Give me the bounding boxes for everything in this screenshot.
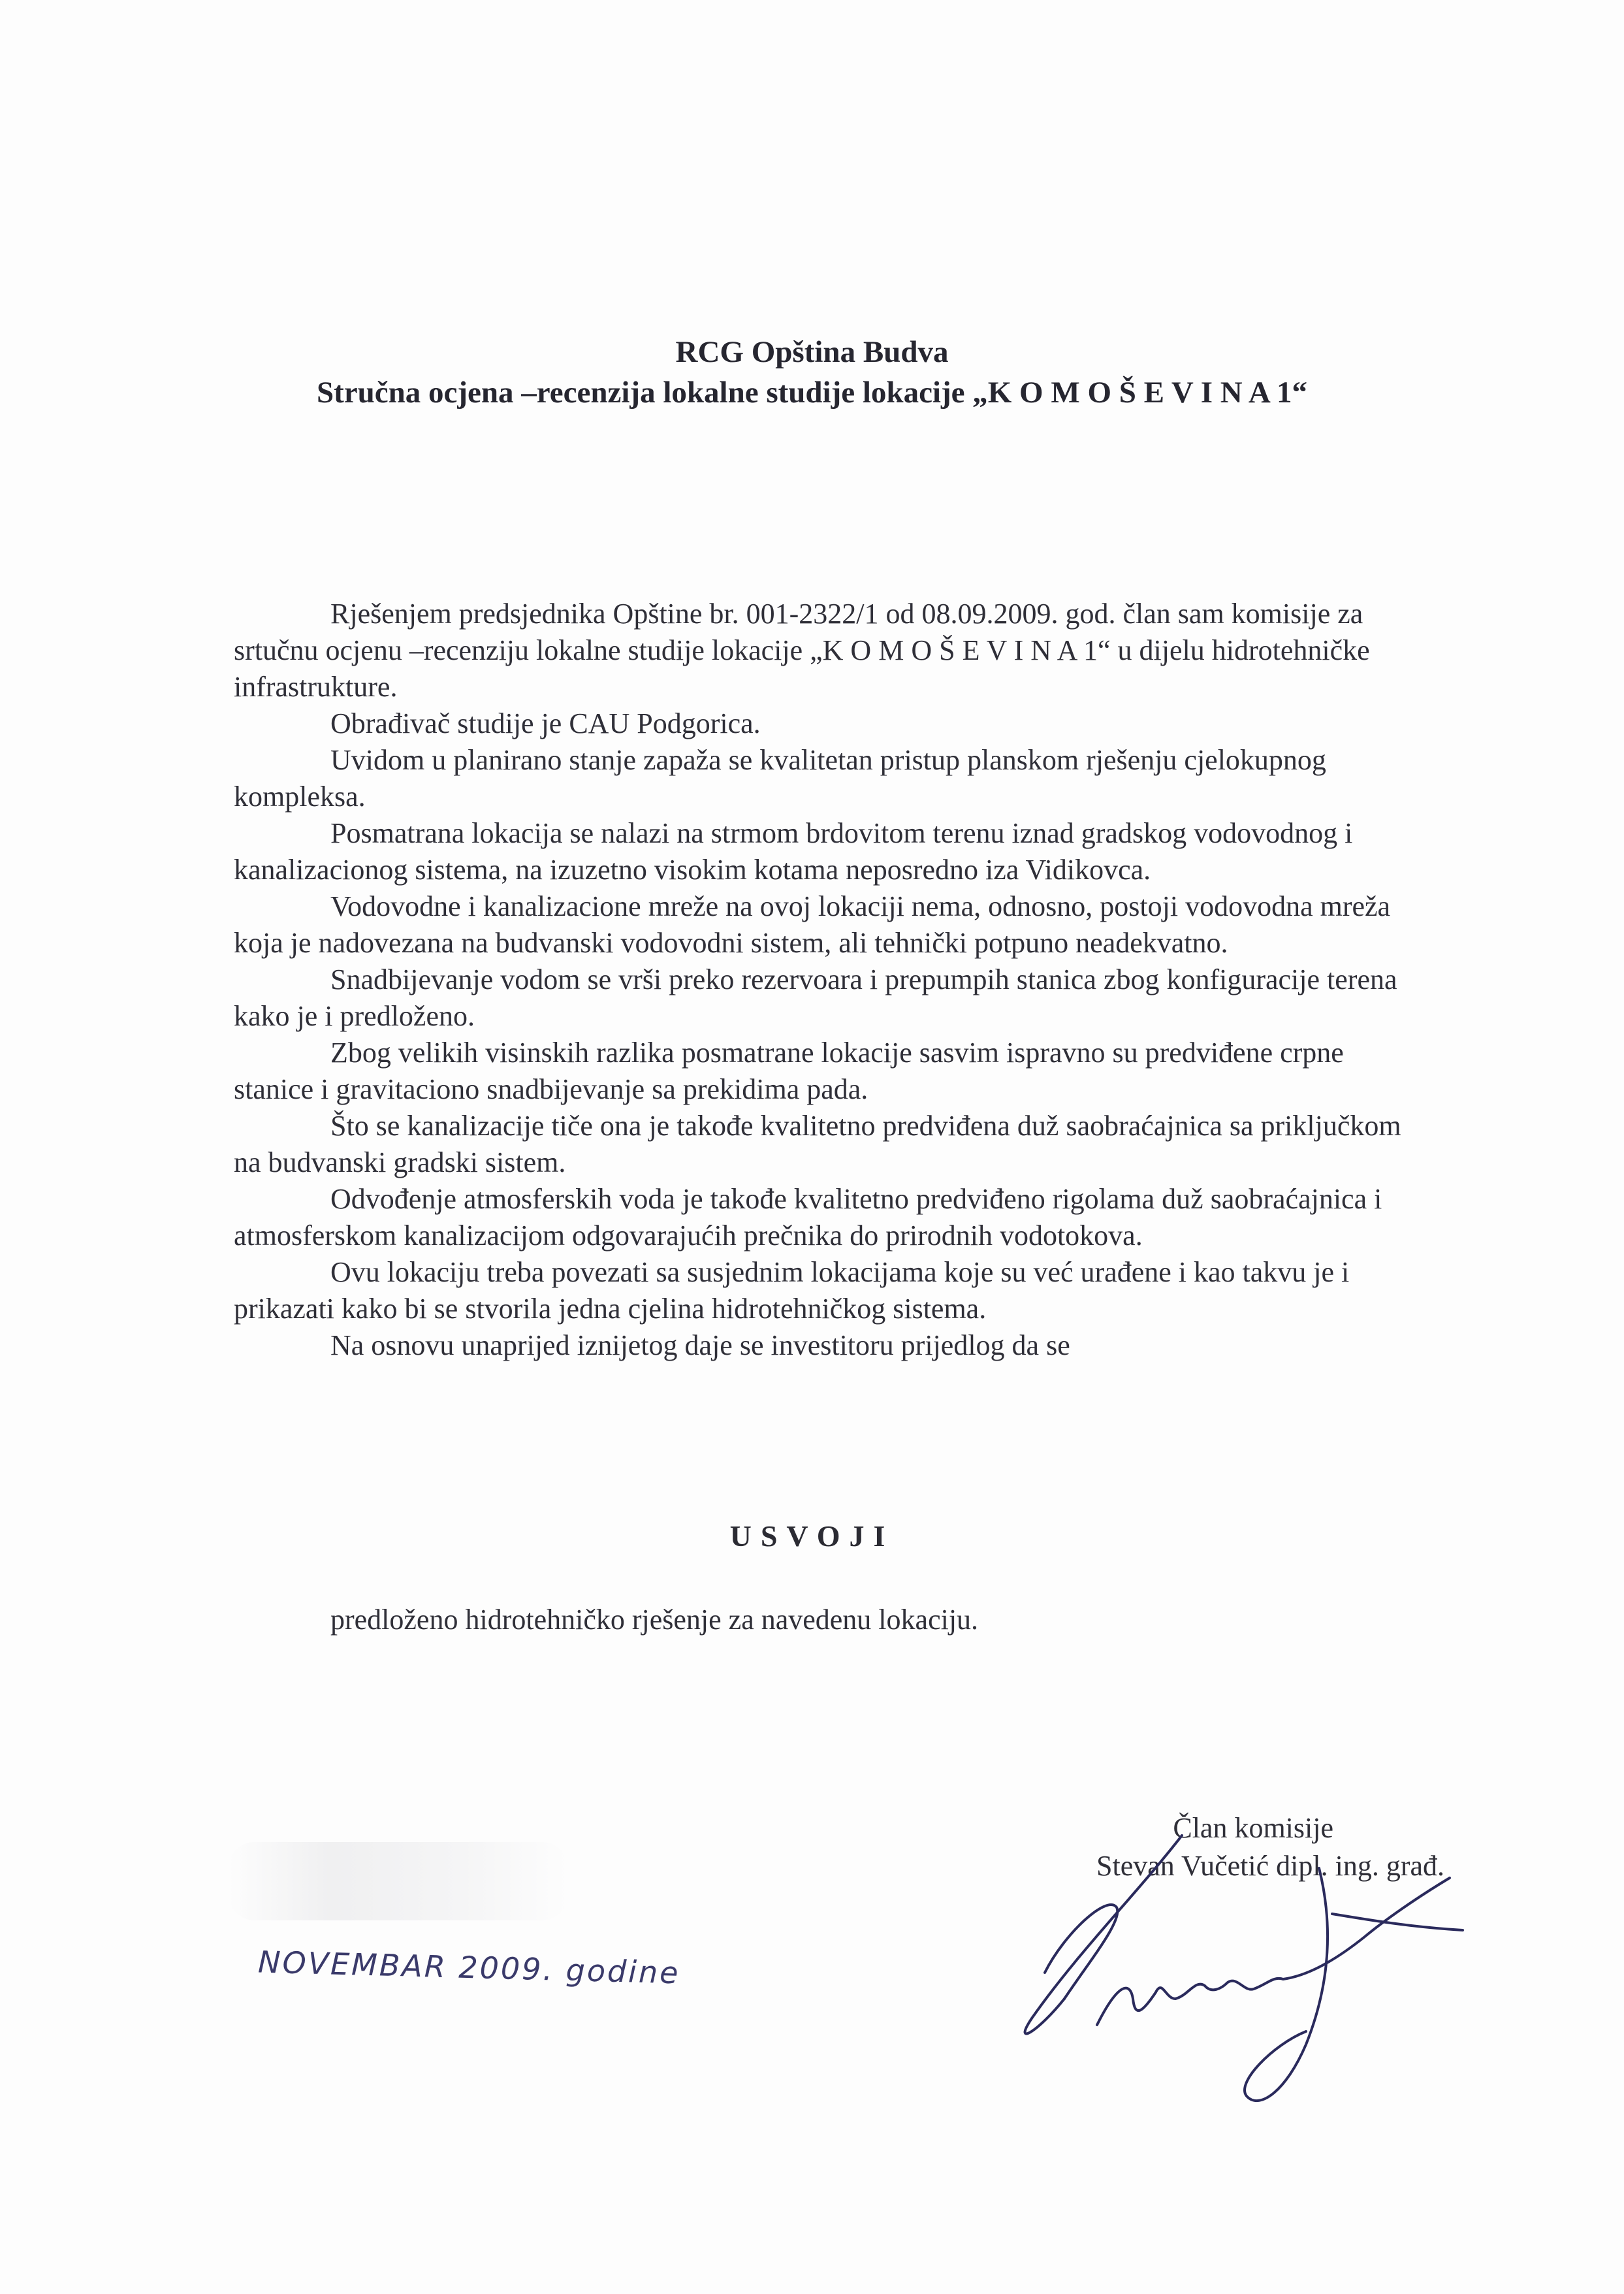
body-paragraph: Obrađivač studije je CAU Podgorica.	[330, 707, 761, 739]
decision-heading: USVOJI	[729, 1519, 895, 1553]
header-document-title: Stručna ocjena –recenzija lokalne studije lokacije „K O M O Š E V I N A 1“	[316, 376, 1308, 410]
signatory-title: Član komisije	[1173, 1812, 1333, 1844]
body-paragraph: Što se kanalizacije tiče ona je takođe kvalitetno predviđena duž saobraćajnica sa priključkom na budvanski gradski sistem.	[234, 1110, 1401, 1178]
body-paragraph: Ovu lokaciju treba povezati sa susjednim lokacijama koje su već urađene i kao takvu je i prikazati kako bi se stvorila jedna cjelina hidrotehničkog sistema.	[234, 1256, 1350, 1325]
document-body	[234, 596, 1409, 1364]
signatory-name: Stevan Vučetić dipl. ing. građ.	[1096, 1850, 1444, 1882]
faded-stamp	[229, 1842, 568, 1920]
body-paragraph: Posmatrana lokacija se nalazi na strmom brdovitom terenu iznad gradskog vodovodnog i kanalizacionog sistema, na izuzetno visokim kotama neposredno iza Vidikovca.	[234, 817, 1353, 886]
body-paragraph: Snadbijevanje vodom se vrši preko rezervoara i prepumpih stanica zbog konfiguracije terena kako je i predloženo.	[234, 963, 1397, 1032]
body-paragraph: Uvidom u planirano stanje zapaža se kvalitetan pristup planskom rješenju cjelokupnog kompleksa.	[234, 744, 1326, 813]
handwritten-date: NOVEMBAR 2009. godine	[257, 1944, 681, 1991]
header-municipality: RCG Opština Budva	[675, 335, 949, 369]
body-paragraph: Vodovodne i kanalizacione mreže na ovoj lokaciji nema, odnosno, postoji vodovodna mreža koja je nadovezana na budvanski vodovodni sistem, ali tehnički potpuno neadekvatno.	[234, 890, 1391, 959]
handwritten-signature	[966, 1822, 1476, 2129]
body-paragraph: Na osnovu unaprijed iznijetog daje se investitoru prijedlog da se	[330, 1329, 1070, 1361]
body-paragraph: Odvođenje atmosferskih voda je takođe kvalitetno predviđeno rigolama duž saobraćajnica i atmosferskom kanalizacijom odgovarajućih prečnika do prirodnih vodotokova.	[234, 1183, 1382, 1252]
body-paragraph: Zbog velikih visinskih razlika posmatrane lokacije sasvim ispravno su predviđene crpne stanice i gravitaciono snadbijevanje sa prekidima pada.	[234, 1037, 1344, 1105]
closing-sentence: predloženo hidrotehničko rješenje za navedenu lokaciju.	[330, 1604, 979, 1636]
body-paragraph: Rješenjem predsjednika Opštine br. 001-2322/1 od 08.09.2009. god. član sam komisije za srtučnu ocjenu –recenziju lokalne studije lokacije „K O M O Š E V I N A 1“ u dijelu hidrotehničke infrastrukture.	[234, 598, 1370, 703]
